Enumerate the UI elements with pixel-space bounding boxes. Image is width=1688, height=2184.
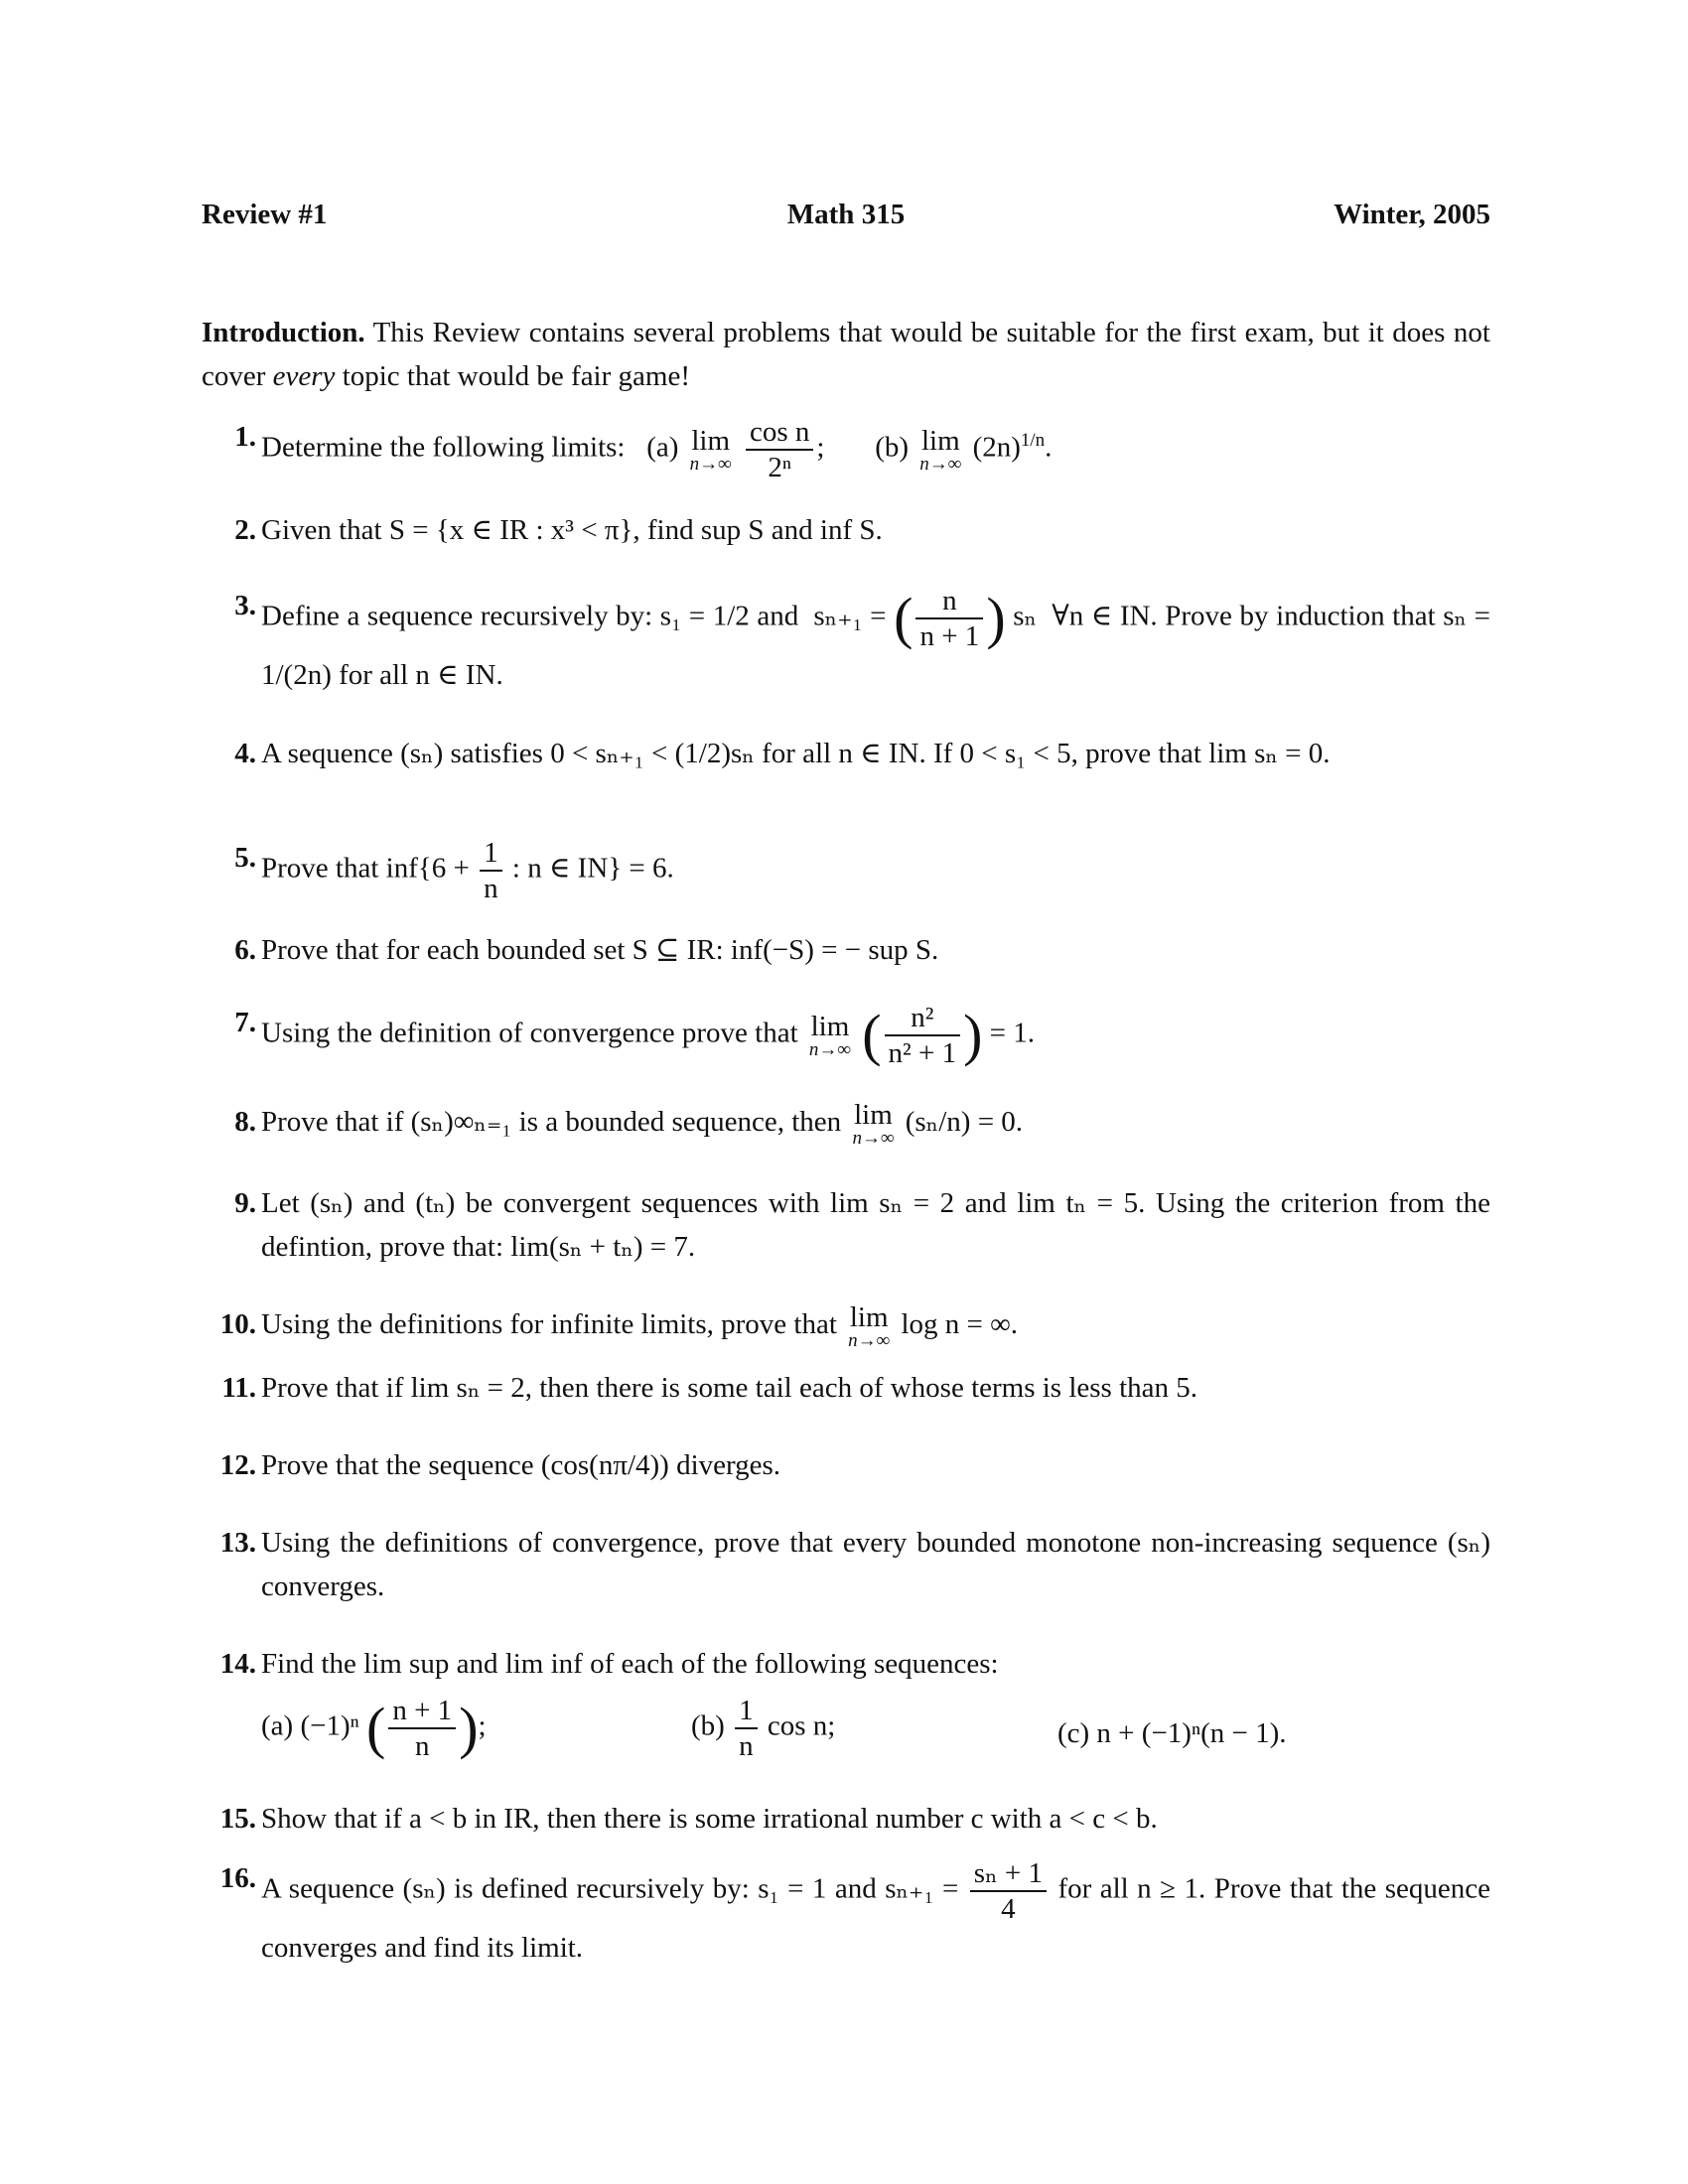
problem-3: 3. Define a sequence recursively by: s₁ = 1/2 and sₙ₊₁ = ( $\frac{n}{n + 1}$ ) sₙ ∀n ∈ IN. Prove by induction that sₙ = 1/(2n) for all n ∈ IN.: [202, 584, 1490, 697]
problem-number: 10.: [219, 1308, 256, 1340]
problem-number: 1.: [234, 421, 256, 453]
problem-number: 13.: [219, 1527, 256, 1559]
problem-number: 16.: [219, 1862, 256, 1894]
fraction: $\frac{\text{n²}}{\text{n² + 1}}$: [885, 1001, 961, 1070]
problem-12: [202, 1443, 1490, 1487]
problem-text: Prove that inf{6 +: [261, 852, 470, 885]
problem-tail: log n = ∞.: [901, 1308, 1019, 1340]
problem-number: 8.: [234, 1106, 256, 1138]
p3-after: sₙ: [1013, 600, 1038, 632]
intro-emph: every: [272, 360, 336, 392]
problem-number: 5.: [234, 842, 256, 874]
intro-text-1: This Review contains several problems that would be suitable for the first exam, but it does not cover: [202, 317, 1490, 392]
header-center: Math 315: [786, 199, 906, 230]
limit-operator: lim n→∞: [689, 425, 732, 475]
page-header: [202, 199, 1490, 238]
header-right: Winter, 2005: [1334, 199, 1490, 230]
problem-tail: = 1.: [989, 1017, 1036, 1049]
problem-number: 14.: [219, 1648, 256, 1680]
p1b-expr: (2n): [972, 431, 1021, 464]
problem-16: [202, 1856, 1490, 1970]
problem-11: [202, 1366, 1490, 1410]
problem-text: Find the lim sup and lim inf of each of the following sequences:: [261, 1648, 999, 1680]
limit-operator: lim n→∞: [848, 1301, 891, 1352]
problem-10: [202, 1302, 1490, 1350]
problem-9: [202, 1181, 1490, 1269]
problem-8: [202, 1100, 1490, 1148]
problem-13: [202, 1521, 1490, 1608]
problem-2: [202, 508, 1490, 552]
problem-text: A sequence (sₙ) is defined recursively by: s₁ = 1 and sₙ₊₁ =: [261, 1872, 959, 1905]
problem-number: 3.: [234, 590, 256, 621]
header-left: Review #1: [202, 199, 328, 230]
introduction-paragraph: [202, 311, 1490, 398]
problem-number: 12.: [219, 1449, 256, 1481]
sub-item-list: [261, 1694, 1490, 1773]
problem-text: A sequence (sₙ) satisfies 0 < sₙ₊₁ < (1/2)sₙ for all n ∈ IN. If 0 < s₁ < 5, prove that lim sₙ = 0.: [261, 738, 1331, 769]
limit-operator: lim n→∞: [808, 1011, 851, 1060]
problem-6: [202, 928, 1490, 972]
problem-7: 7. Using the definition of convergence prove that lim n→∞ ( $\frac{\text{n²}}{\text{n² + 1}}$ ) = 1.: [202, 1001, 1490, 1070]
problem-number: 4.: [234, 738, 256, 769]
problem-text: Determine the following limits:: [261, 431, 626, 464]
fraction: $\frac{\text{sₙ + 1}}{4}$: [970, 1856, 1047, 1926]
intro-text-2: topic that would be fair game!: [335, 360, 690, 392]
fraction: $\frac{\text{cos n}}{\text{2ⁿ}}$: [746, 415, 813, 484]
p1b-label: (b): [875, 431, 910, 464]
problem-number: 7.: [234, 1007, 256, 1038]
problem-text: Using the definitions for infinite limits, prove that: [261, 1308, 837, 1340]
sub-item-c: (c) n + (−1)ⁿ(n − 1).: [1057, 1717, 1287, 1749]
p1b-exponent: 1/n: [1020, 430, 1046, 451]
problem-text: Define a sequence recursively by: s₁ = 1/2 and: [261, 600, 799, 632]
limit-operator: lim n→∞: [919, 425, 962, 475]
problem-4: [202, 732, 1490, 775]
problem-tail: : n ∈ IN} = 6.: [511, 852, 674, 885]
problem-text: Prove that for each bounded set S ⊆ IR: inf(−S) = − sup S.: [261, 934, 939, 966]
problem-tail: for all n ≥ 1. Prove that the sequence converges and find its limit.: [261, 1872, 1490, 1964]
problem-tail: ∀n ∈ IN. Prove by induction that sₙ = 1/(2n) for all n ∈ IN.: [261, 600, 1491, 691]
problem-text: Prove that if (sₙ)∞ₙ₌₁ is a bounded sequence, then: [261, 1106, 842, 1138]
problem-text: Using the definitions of convergence, prove that every bounded monotone non-increasing sequence (sₙ) converges.: [261, 1527, 1490, 1602]
problem-number: 15.: [219, 1803, 256, 1835]
p1a-label: (a): [646, 431, 679, 464]
problem-text: Prove that the sequence (cos(nπ/4)) diverges.: [261, 1449, 781, 1481]
sub-item-b: (b) $\frac{1}{n}$ cos n;: [691, 1695, 836, 1762]
problem-5: [202, 836, 1490, 905]
problem-number: 9.: [234, 1187, 256, 1219]
problem-text: Show that if a < b in IR, then there is some irrational number c with a < c < b.: [261, 1803, 1158, 1835]
fraction: $\frac{n}{n + 1}$: [915, 584, 983, 653]
problem-number: 11.: [221, 1372, 256, 1404]
problem-15: [202, 1797, 1490, 1841]
sub-item-a: (a) (−1)ⁿ ( $\frac{n + 1}{n}$ );: [261, 1695, 487, 1762]
limit-operator: lim n→∞: [852, 1099, 895, 1150]
problem-14: [202, 1642, 1490, 1773]
problem-text: Prove that if lim sₙ = 2, then there is some tail each of whose terms is less than 5.: [261, 1372, 1198, 1404]
problem-tail: (sₙ/n) = 0.: [905, 1106, 1024, 1138]
problem-text: Let (sₙ) and (tₙ) be convergent sequences with lim sₙ = 2 and lim tₙ = 5. Using the criterion from the defintion, prove that: lim(sₙ + tₙ) = 7.: [261, 1187, 1490, 1263]
problem-number: 6.: [234, 934, 256, 966]
problem-text: Using the definition of convergence prove that: [261, 1017, 798, 1049]
p3-lhs: sₙ₊₁ =: [813, 600, 887, 632]
fraction: $\frac{1}{n}$: [480, 836, 502, 905]
problem-1: 1. Determine the following limits: (a) lim n→∞ $\frac{\text{cos n}}{\text{2ⁿ}}$ ; (b) lim n→∞ $(2n)^{1/n}$.: [202, 415, 1490, 484]
problem-text: Given that S = {x ∈ IR : x³ < π}, find sup S and inf S.: [261, 514, 883, 546]
problem-number: 2.: [234, 514, 256, 546]
intro-lead: Introduction.: [202, 317, 365, 348]
